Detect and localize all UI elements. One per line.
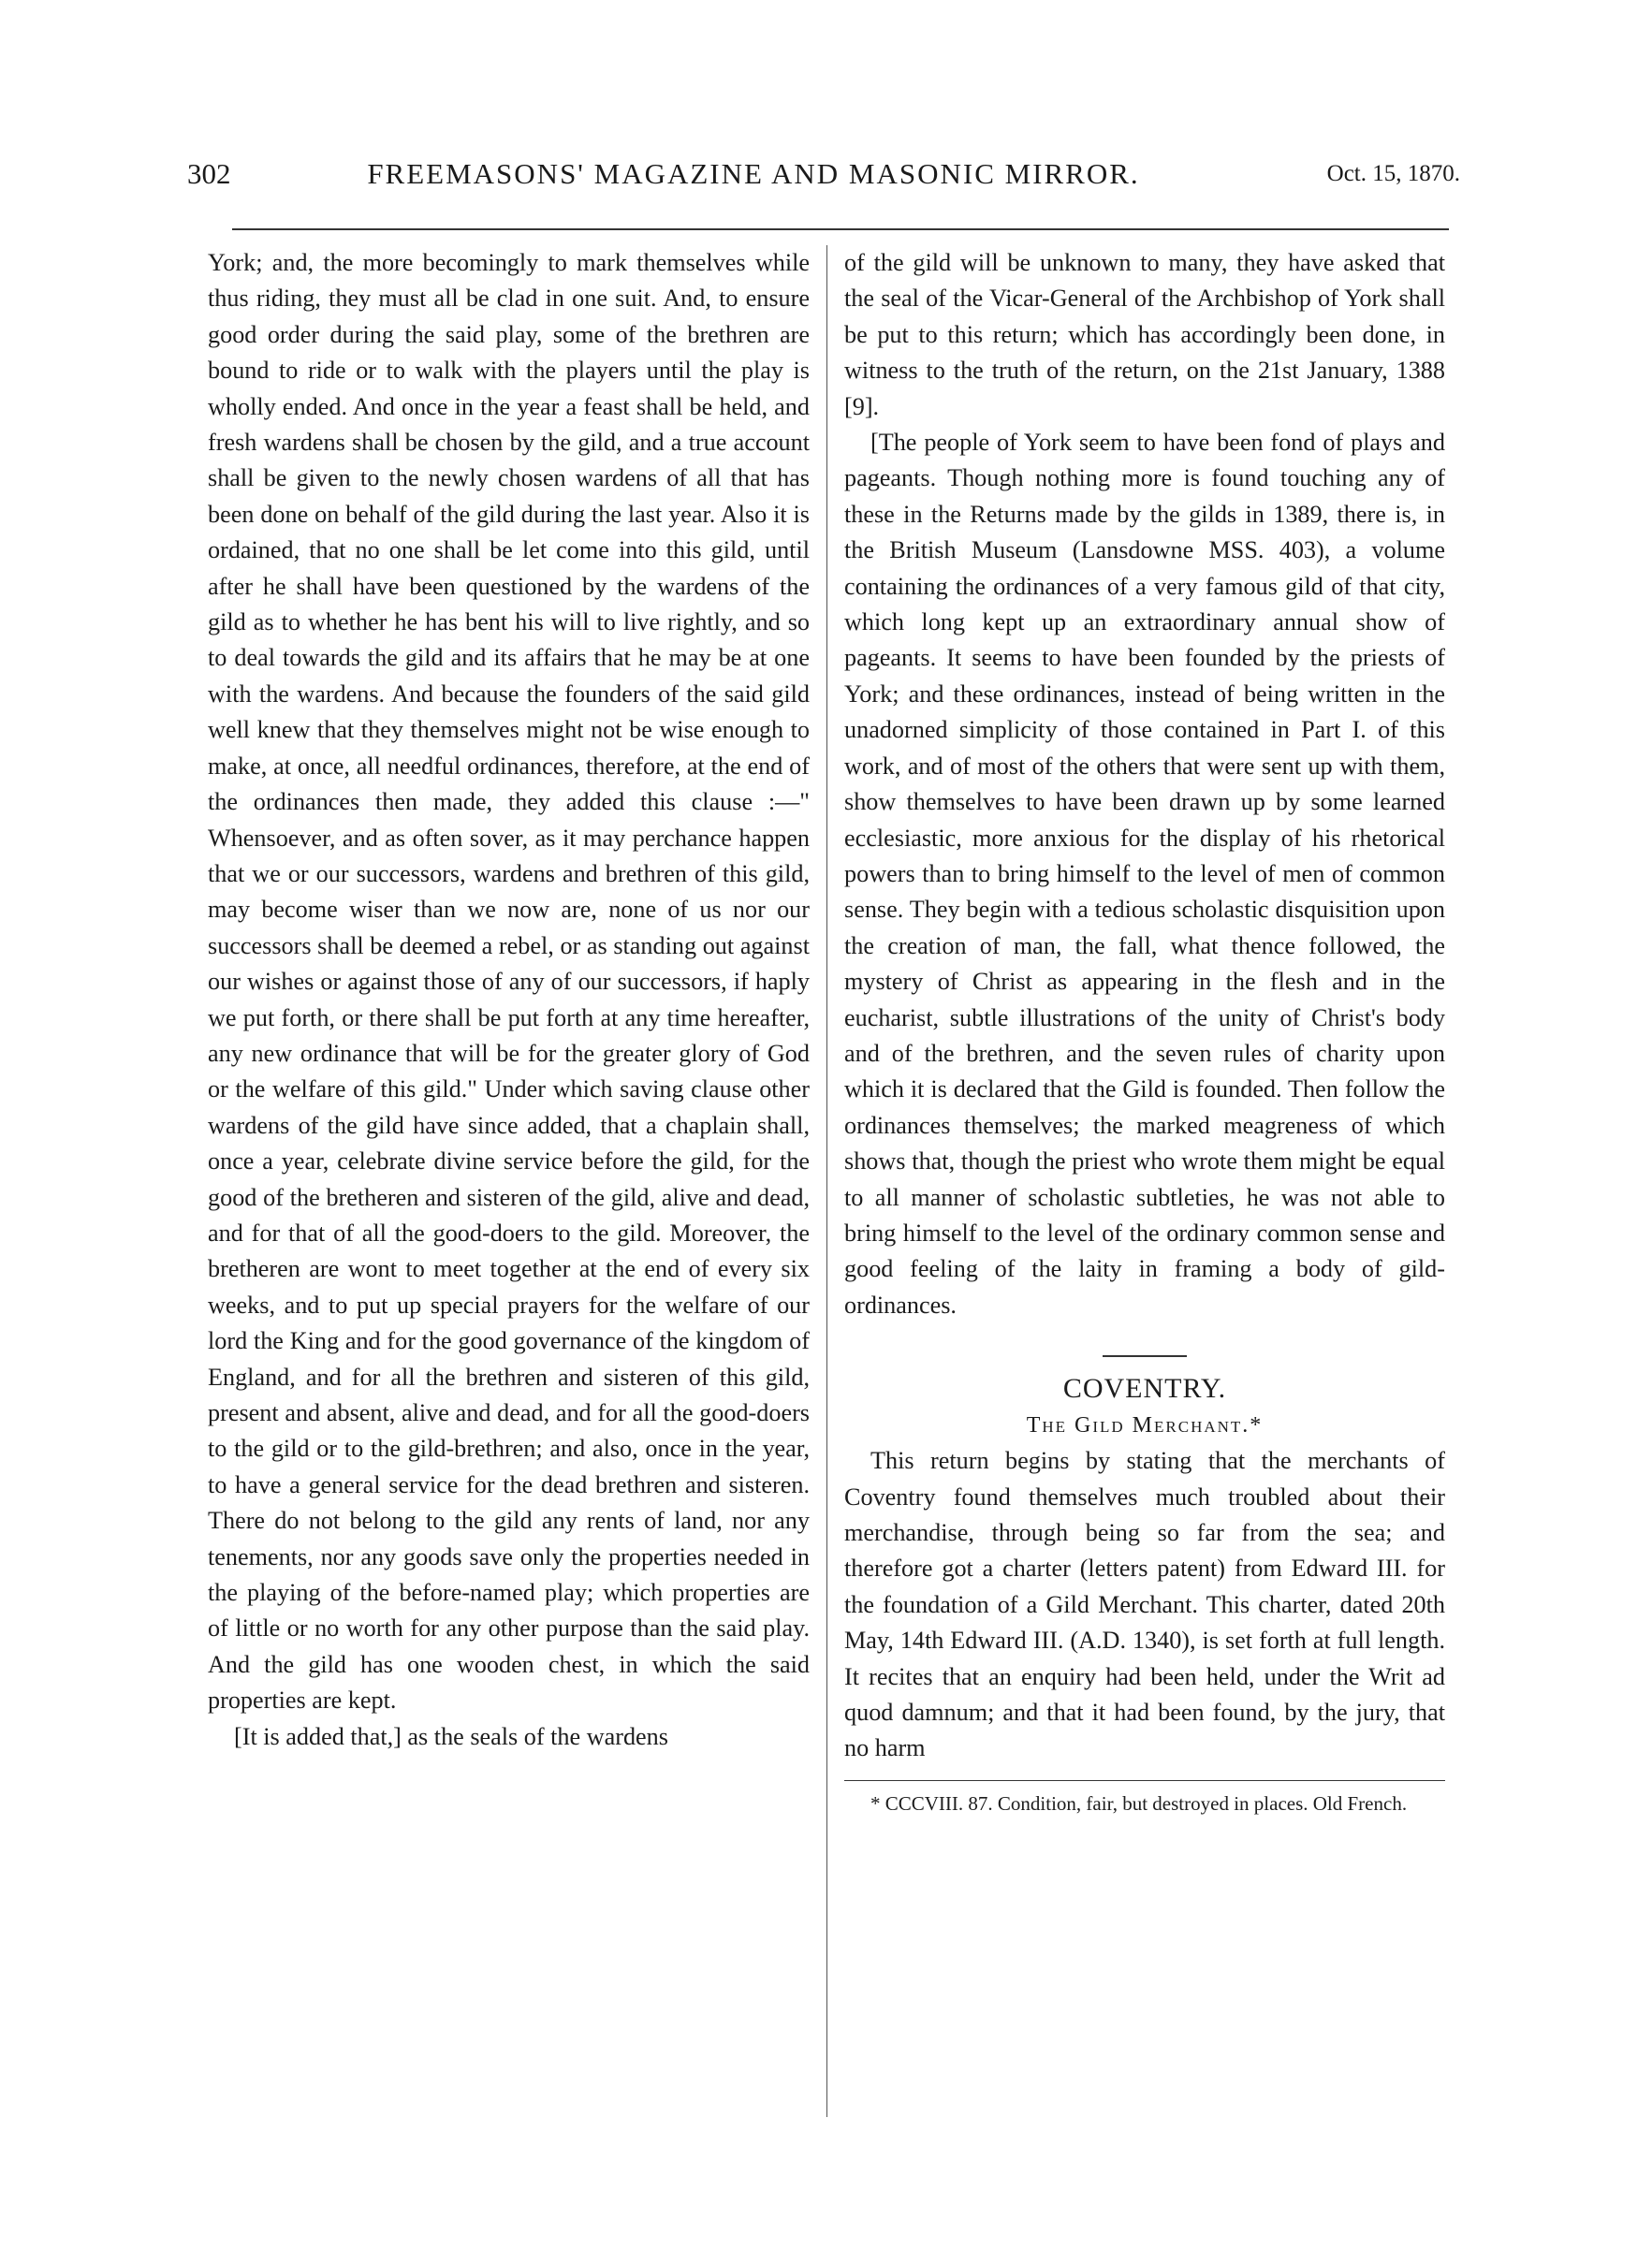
paragraph: [It is added that,] as the seals of the wardens: [234, 1722, 668, 1750]
paragraph: [The people of York seem to have been fond of plays and pageants. Though nothing more is found touching any of these in the Returns made by the gilds in 1389, there is, in the British Museum (Lansdowne MSS. 403), a volume containing the ordinances of a very famous gild of that city, which long kept up an extraordinary annual show of pageants. It seems to have been founded by the priests of York; and these ordinances, instead of being written in the unadorned simplicity of those contained in Part I. of this work, and of most of the others that were sent up with them, show themselves to have been drawn up by some learned ecclesiastic, more anxious for the display of his rhetorical powers than to bring himself to the level of men of common sense. They begin with a tedious scholastic disquisition upon the creation of man, the fall, what thence followed, the mystery of Christ as appearing in the flesh and in the eucharist, subtle illustrations of the unity of Christ's body and of the brethren, and the seven rules of charity upon which it is declared that the Gild is founded. Then follow the ordinances themselves; the marked meagreness of which shows that, though the priest who wrote them might be equal to all manner of scholastic subtleties, he was not able to bring himself to the level of the ordinary common sense and good feeling of the laity in framing a body of gild-ordinances.: [844, 429, 1445, 1319]
footnote-rule: [844, 1780, 1445, 1781]
paragraph: of the gild will be unknown to many, they have asked that the seal of the Vicar-General of the Archbishop of York shall be put to this return; which has accordingly been done, in witness to the truth of the return, on the 21st January, 1388 [9].: [844, 249, 1445, 420]
right-column: [844, 245, 1445, 1818]
left-column: [208, 245, 810, 1755]
footnote: * CCCVIII. 87. Condition, fair, but destroyed in places. Old French.: [870, 1791, 1408, 1815]
section-heading: COVENTRY.: [1062, 1373, 1227, 1405]
section-subheading: The Gild Merchant.*: [1026, 1413, 1264, 1438]
issue-date: Oct. 15, 1870.: [1326, 161, 1460, 186]
paragraph: York; and, the more becomingly to mark themselves while thus riding, they must all be clad in one suit. And, to ensure good order during the said play, some of the brethren are bound to ride or to walk with the players until the play is wholly ended. And once in the year a feast shall be held, and fresh wardens shall be chosen by the gild, and a true account shall be given to the newly chosen wardens of all that has been done on behalf of the gild during the last year. Also it is ordained, that no one shall be let come into this gild, until after he shall have been questioned by the wardens of the gild as to whether he has bent his will to live rightly, and so to deal towards the gild and its affairs that he may be at one with the wardens. And because the founders of the said gild well knew that they themselves might not be wise enough to make, at once, all needful ordinances, therefore, at the end of the ordinances then made, they added this clause :—" Whensoever, and as often sover, as it may perchance happen that we or our successors, wardens and brethren of this gild, may become wiser than we now are, none of us nor our successors shall be deemed a rebel, or as standing out against our wishes or against those of any of our successors, if haply we put forth, or there shall be put forth at any time hereafter, any new ordinance that will be for the greater glory of God or the welfare of this gild." Under which saving clause other wardens of the gild have since added, that a chaplain shall, once a year, celebrate divine service before the gild, for the good of the bretheren and sisteren of the gild, alive and dead, and for that of all the good-doers to the gild. Moreover, the bretheren are wont to meet together at the end of every six weeks, and to put up special prayers for the welfare of our lord the King and for the good governance of the kingdom of England, and for all the brethren and sisteren of this gild, present and absent, alive and dead, and for all the good-doers to the gild or to the gild-brethren; and also, once in the year, to have a general service for the dead brethren and sisteren. There do not belong to the gild any rents of land, nor any tenements, nor any goods save only the properties needed in the playing of the before-named play; which properties are of little or no worth for any other purpose than the said play. And the gild has one wooden chest, in which the said properties are kept.: [208, 249, 810, 1715]
header-rule: [232, 228, 1449, 230]
page-number: 302: [187, 157, 231, 190]
page-header: [187, 157, 1460, 204]
column-divider: [826, 245, 827, 2117]
section-rule: [1103, 1355, 1187, 1357]
running-title: FREEMASONS' MAGAZINE AND MASONIC MIRROR.: [367, 157, 1140, 190]
paragraph: This return begins by stating that the merchants of Coventry found themselves much troubled about their merchandise, through being so far from the sea; and therefore got a charter (letters patent) from Edward III. for the foundation of a Gild Merchant. This charter, dated 20th May, 14th Edward III. (A.D. 1340), is set forth at full length. It recites that an enquiry had been held, under the Writ ad quod damnum; and that it had been found, by the jury, that no harm: [844, 1447, 1445, 1762]
